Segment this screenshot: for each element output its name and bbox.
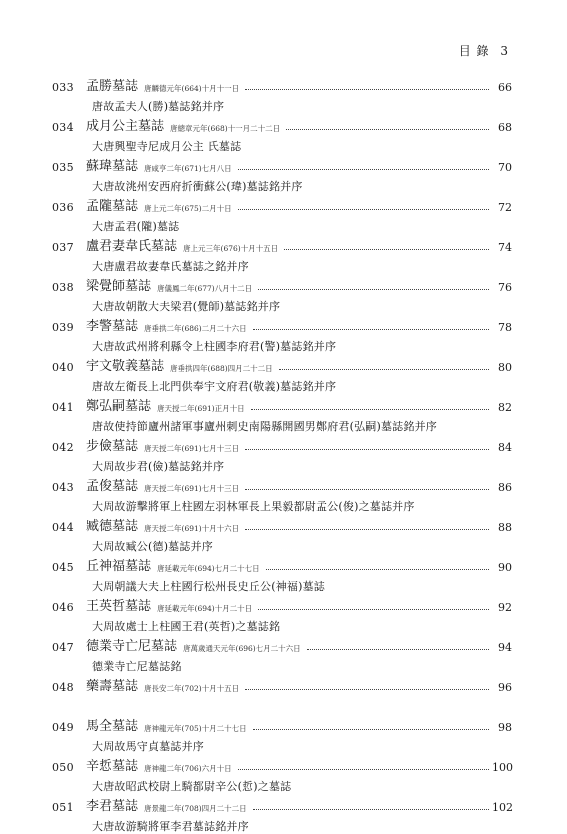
entry-date: 唐神龍二年(706)六月十日 bbox=[144, 764, 232, 773]
entry-date: 唐咸亨二年(671)七月八日 bbox=[144, 164, 232, 173]
entry-number: 040 bbox=[52, 361, 74, 374]
leader-dots bbox=[258, 608, 489, 610]
entry-date: 唐上元三年(676)十月十五日 bbox=[183, 244, 279, 253]
leader-dots bbox=[307, 648, 489, 650]
entry-title[interactable]: 德業寺亡尼墓誌 bbox=[86, 639, 178, 654]
leader-dots bbox=[286, 128, 489, 130]
toc-entry[interactable] bbox=[52, 474, 512, 514]
entry-subtitle: 大唐故武州將利縣令上柱國李府君(警)墓誌銘并序 bbox=[92, 340, 337, 353]
entry-subtitle: 大唐故洮州安西府折衝蘇公(瑋)墓誌銘并序 bbox=[92, 180, 303, 193]
entry-page[interactable]: 72 bbox=[498, 201, 512, 214]
toc-entry[interactable] bbox=[52, 514, 512, 554]
entry-title[interactable]: 李警墓誌 bbox=[86, 319, 139, 334]
entry-number: 044 bbox=[52, 521, 74, 534]
entry-number: 045 bbox=[52, 561, 74, 574]
entry-subtitle: 大唐盧君故妻韋氏墓誌之銘并序 bbox=[92, 260, 249, 273]
entry-date: 唐天授二年(691)十月十六日 bbox=[144, 524, 240, 533]
toc-entry[interactable] bbox=[52, 594, 512, 634]
toc-entry[interactable] bbox=[52, 434, 512, 474]
entry-page[interactable]: 66 bbox=[498, 81, 512, 94]
entry-date: 唐天授二年(691)七月十三日 bbox=[144, 444, 240, 453]
page-number: 3 bbox=[500, 44, 509, 58]
leader-dots bbox=[251, 408, 489, 410]
entry-subtitle: 大唐孟君(隴)墓誌 bbox=[92, 220, 180, 233]
section-title: 目 錄 bbox=[458, 44, 490, 58]
toc-entry-heading bbox=[52, 234, 512, 254]
entry-page[interactable]: 80 bbox=[498, 361, 512, 374]
entry-number: 050 bbox=[52, 761, 74, 774]
toc-entry[interactable] bbox=[52, 754, 512, 794]
toc-entry-heading bbox=[52, 474, 512, 494]
entry-page[interactable]: 84 bbox=[498, 441, 512, 454]
entry-subtitle: 唐故使持節廬州諸軍事廬州刺史南陽縣開國男鄭府君(弘嗣)墓誌銘并序 bbox=[92, 420, 437, 433]
entry-title[interactable]: 宇文敬義墓誌 bbox=[86, 359, 165, 374]
entry-date: 唐麟德元年(664)十月十一日 bbox=[144, 84, 240, 93]
entry-date: 唐延載元年(694)十月二十日 bbox=[157, 604, 253, 613]
leader-dots bbox=[253, 328, 489, 330]
leader-dots bbox=[245, 448, 489, 450]
leader-dots bbox=[245, 488, 489, 490]
entry-number: 046 bbox=[52, 601, 74, 614]
toc-entry[interactable] bbox=[52, 394, 512, 434]
entry-date: 唐上元二年(675)二月十日 bbox=[144, 204, 232, 213]
entry-number: 041 bbox=[52, 401, 74, 414]
entry-date: 唐景龍二年(708)四月二十二日 bbox=[144, 804, 247, 813]
entry-page[interactable]: 90 bbox=[498, 561, 512, 574]
entry-page[interactable]: 76 bbox=[498, 281, 512, 294]
entry-title[interactable]: 王英哲墓誌 bbox=[86, 599, 152, 614]
entry-page[interactable]: 68 bbox=[498, 121, 512, 134]
entry-page[interactable]: 82 bbox=[498, 401, 512, 414]
leader-dots bbox=[253, 728, 489, 730]
entry-date: 唐垂拱二年(686)二月二十六日 bbox=[144, 324, 247, 333]
entry-page[interactable]: 96 bbox=[498, 681, 512, 694]
entry-number: 036 bbox=[52, 201, 74, 214]
leader-dots bbox=[245, 88, 489, 90]
toc-entry[interactable] bbox=[52, 234, 512, 274]
toc-entry-heading bbox=[52, 514, 512, 534]
entry-subtitle: 德業寺亡尼墓誌銘 bbox=[92, 660, 182, 673]
entry-number: 037 bbox=[52, 241, 74, 254]
entry-date: 唐延載元年(694)七月二十七日 bbox=[157, 564, 260, 573]
entry-page[interactable]: 98 bbox=[498, 721, 512, 734]
toc-entry-heading bbox=[52, 354, 512, 374]
entry-title[interactable]: 梁覺師墓誌 bbox=[86, 279, 152, 294]
leader-dots bbox=[279, 368, 489, 370]
toc-entry-heading bbox=[52, 674, 512, 694]
entry-number: 039 bbox=[52, 321, 74, 334]
entry-number: 051 bbox=[52, 801, 74, 814]
entry-page[interactable]: 100 bbox=[492, 761, 513, 774]
toc-entry-heading bbox=[52, 394, 512, 414]
entry-subtitle: 唐故孟夫人(勝)墓誌銘并序 bbox=[92, 100, 225, 113]
entry-page[interactable]: 78 bbox=[498, 321, 512, 334]
entry-date: 唐儀鳳二年(677)八月十二日 bbox=[157, 284, 253, 293]
entry-title[interactable]: 辛悊墓誌 bbox=[86, 759, 139, 774]
entry-number: 043 bbox=[52, 481, 74, 494]
leader-dots bbox=[284, 248, 489, 250]
entry-date: 唐天授二年(691)正月十日 bbox=[157, 404, 245, 413]
toc-entry-heading bbox=[52, 314, 512, 334]
entry-title[interactable]: 藥壽墓誌 bbox=[86, 679, 139, 694]
entry-subtitle: 大周故處士上柱國王君(英哲)之墓誌銘 bbox=[92, 620, 281, 633]
entry-subtitle: 大唐興聖寺尼成月公主 氏墓誌 bbox=[92, 140, 242, 153]
entry-page[interactable]: 88 bbox=[498, 521, 512, 534]
entry-title[interactable]: 馬全墓誌 bbox=[86, 719, 139, 734]
toc-entry-heading bbox=[52, 634, 512, 654]
toc-entry-heading bbox=[52, 74, 512, 94]
toc-entry-heading bbox=[52, 594, 512, 614]
leader-dots bbox=[253, 808, 489, 810]
entry-title[interactable]: 成月公主墓誌 bbox=[86, 119, 165, 134]
toc-entry[interactable] bbox=[52, 714, 512, 754]
entry-subtitle: 唐故左衛長上北門供奉宇文府君(敬義)墓誌銘并序 bbox=[92, 380, 337, 393]
entry-page[interactable]: 102 bbox=[492, 801, 513, 814]
toc-entry[interactable] bbox=[52, 554, 512, 594]
entry-page[interactable]: 94 bbox=[498, 641, 512, 654]
toc-entry[interactable] bbox=[52, 794, 512, 834]
toc-entry-heading bbox=[52, 434, 512, 454]
leader-dots bbox=[245, 528, 489, 530]
entry-number: 038 bbox=[52, 281, 74, 294]
entry-number: 047 bbox=[52, 641, 74, 654]
leader-dots bbox=[238, 768, 489, 770]
toc-entry[interactable] bbox=[52, 114, 512, 154]
entry-subtitle-empty bbox=[52, 694, 512, 714]
toc-entry[interactable] bbox=[52, 274, 512, 314]
entry-number: 035 bbox=[52, 161, 74, 174]
toc-entry-heading bbox=[52, 274, 512, 294]
entry-subtitle: 大周故游擊將軍上柱國左羽林軍長上果毅都尉孟公(俊)之墓誌并序 bbox=[92, 500, 415, 513]
toc-entry[interactable] bbox=[52, 74, 512, 114]
entry-date: 唐天授二年(691)七月十三日 bbox=[144, 484, 240, 493]
entry-subtitle: 大周故臧公(德)墓誌并序 bbox=[92, 540, 213, 553]
entry-subtitle: 大唐故朝散大夫梁君(覺師)墓誌銘并序 bbox=[92, 300, 281, 313]
entry-date: 唐總章元年(668)十一月二十二日 bbox=[170, 124, 281, 133]
leader-dots bbox=[245, 688, 489, 690]
entry-date: 唐神龍元年(705)十月二十七日 bbox=[144, 724, 247, 733]
entry-number: 042 bbox=[52, 441, 74, 454]
entry-number: 048 bbox=[52, 681, 74, 694]
entry-title[interactable]: 步儉墓誌 bbox=[86, 439, 139, 454]
entry-date: 唐長安二年(702)十月十五日 bbox=[144, 684, 240, 693]
entry-page[interactable]: 70 bbox=[498, 161, 512, 174]
table-of-contents bbox=[52, 74, 512, 834]
leader-dots bbox=[258, 288, 489, 290]
toc-entry-heading bbox=[52, 754, 512, 774]
toc-entry[interactable] bbox=[52, 154, 512, 194]
toc-entry-heading bbox=[52, 114, 512, 134]
running-header bbox=[453, 42, 509, 59]
entry-title[interactable]: 孟俊墓誌 bbox=[86, 479, 139, 494]
entry-title[interactable]: 蘇瑋墓誌 bbox=[86, 159, 139, 174]
entry-date: 唐萬歲通天元年(696)七月二十六日 bbox=[183, 644, 301, 653]
entry-number: 034 bbox=[52, 121, 74, 134]
toc-entry-heading bbox=[52, 794, 512, 814]
entry-page[interactable]: 86 bbox=[498, 481, 512, 494]
entry-subtitle: 大周故馬守貞墓誌并序 bbox=[92, 740, 204, 753]
entry-page[interactable]: 74 bbox=[498, 241, 512, 254]
toc-entry[interactable] bbox=[52, 194, 512, 234]
leader-dots bbox=[238, 168, 489, 170]
entry-title[interactable]: 鄭弘嗣墓誌 bbox=[86, 399, 152, 414]
entry-number: 049 bbox=[52, 721, 74, 734]
entry-subtitle: 大唐故昭武校尉上騎都尉辛公(悊)之墓誌 bbox=[92, 780, 292, 793]
entry-title[interactable]: 孟勝墓誌 bbox=[86, 79, 139, 94]
toc-entry-heading bbox=[52, 154, 512, 174]
entry-title[interactable]: 丘神福墓誌 bbox=[86, 559, 152, 574]
toc-entry[interactable] bbox=[52, 674, 512, 714]
entry-subtitle: 大周朝議大夫上柱國行松州長史丘公(神福)墓誌 bbox=[92, 580, 325, 593]
leader-dots bbox=[266, 568, 489, 570]
toc-entry-heading bbox=[52, 194, 512, 214]
toc-entry[interactable] bbox=[52, 354, 512, 394]
entry-title[interactable]: 臧德墓誌 bbox=[86, 519, 139, 534]
toc-entry-heading bbox=[52, 554, 512, 574]
entry-title[interactable]: 孟隴墓誌 bbox=[86, 199, 139, 214]
toc-entry-heading bbox=[52, 714, 512, 734]
entry-subtitle: 大唐故游騎將軍李君墓誌銘并序 bbox=[92, 820, 249, 833]
entry-number: 033 bbox=[52, 81, 74, 94]
toc-entry[interactable] bbox=[52, 634, 512, 674]
leader-dots bbox=[238, 208, 489, 210]
entry-title[interactable]: 李君墓誌 bbox=[86, 799, 139, 814]
entry-date: 唐垂拱四年(688)四月二十二日 bbox=[170, 364, 273, 373]
entry-subtitle: 大周故步君(儉)墓誌銘并序 bbox=[92, 460, 225, 473]
entry-title[interactable]: 盧君妻韋氏墓誌 bbox=[86, 239, 178, 254]
toc-entry[interactable] bbox=[52, 314, 512, 354]
entry-page[interactable]: 92 bbox=[498, 601, 512, 614]
